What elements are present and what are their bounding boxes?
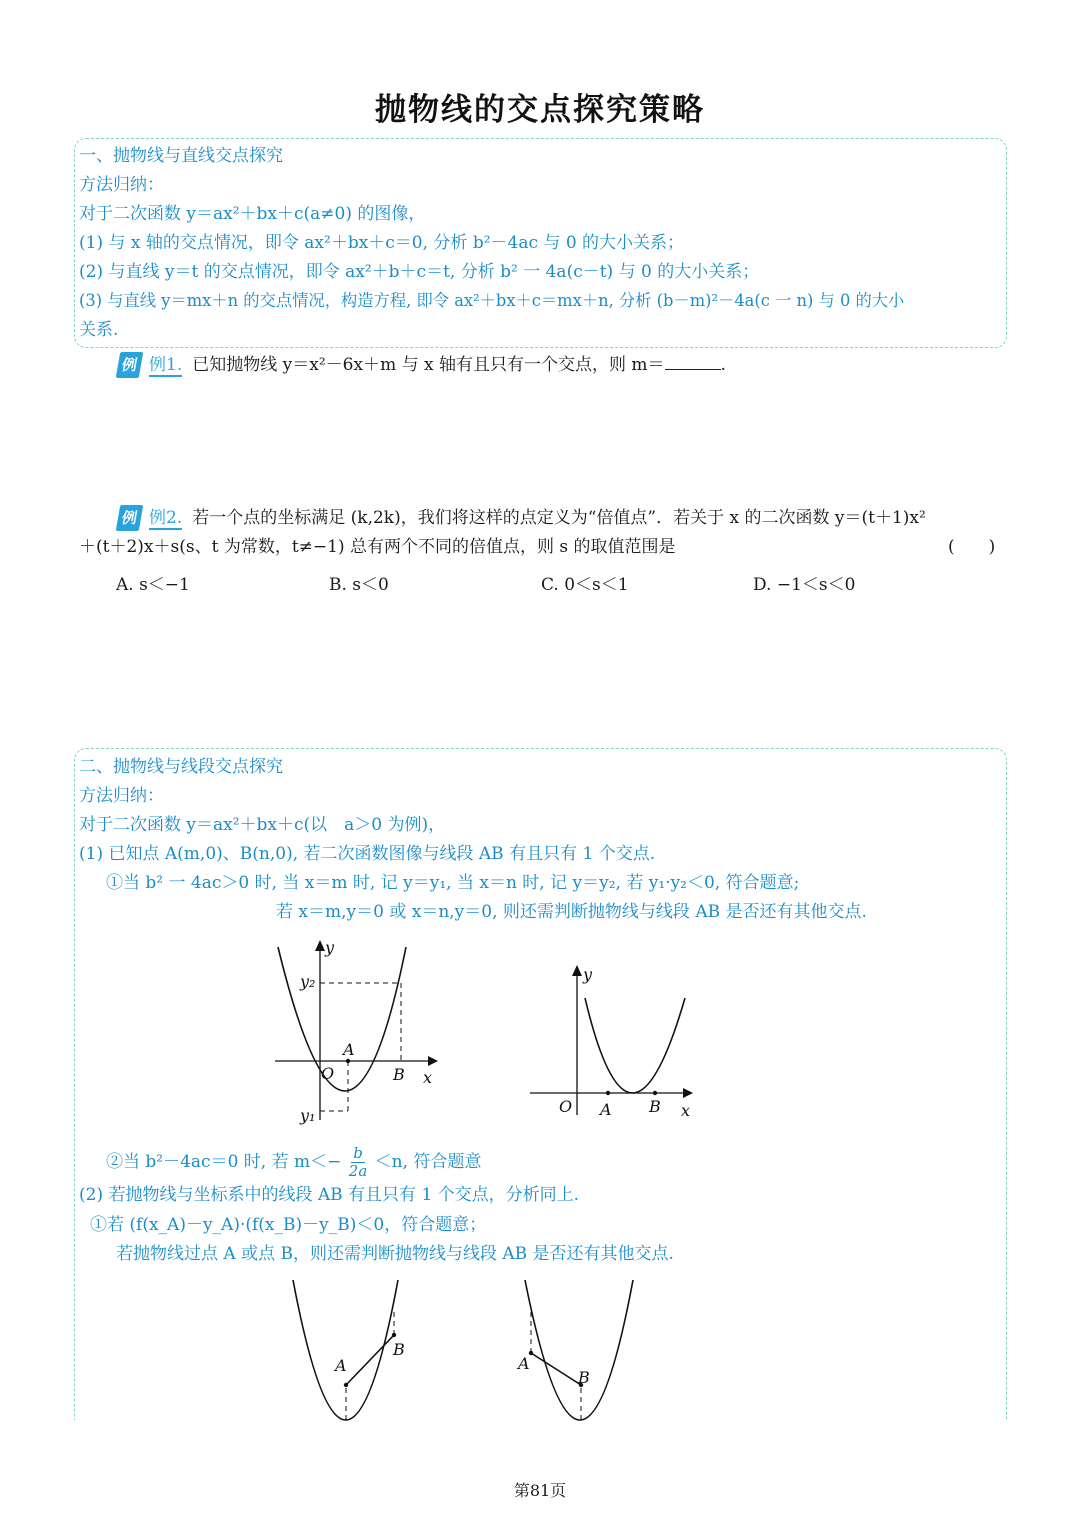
example2-text-line2: ＋(t＋2)x＋s(s、t 为常数，t≠−1) 总有两个不同的倍值点，则 s 的取值范围是 xyxy=(79,537,676,557)
section2-sub2 xyxy=(106,1145,481,1180)
section1-item1: (1) 与 x 轴的交点情况，即令 ax²＋bx＋c＝0, 分析 b²－4ac 与 0 的大小关系； xyxy=(79,233,685,253)
option-b[interactable]: B. s＜0 xyxy=(329,575,389,595)
example1-text: 已知抛物线 y＝x²－6x＋m 与 x 轴有且只有一个交点，则 m＝ xyxy=(192,355,665,375)
section2-method: 方法归纳： xyxy=(79,786,164,806)
graph4-parabola xyxy=(525,1280,633,1420)
graph1-label-a: A xyxy=(343,1040,355,1059)
section2-sub1b: 若 x＝m,y＝0 或 x＝n,y＝0, 则还需判断抛物线与线段 AB 是否还有其他交点. xyxy=(276,902,867,922)
graph1 xyxy=(270,935,445,1125)
graph3-label-a: A xyxy=(335,1356,347,1375)
graph3-segment-ab xyxy=(346,1335,394,1385)
section2-intro: 对于二次函数 y＝ax²＋bx＋c(以 a＞0 为例)， xyxy=(79,815,446,835)
graph3-label-b: B xyxy=(393,1340,405,1359)
graph1-label-y2: y₂ xyxy=(300,972,316,991)
graph4 xyxy=(515,1275,655,1420)
option-d[interactable]: D. −1＜s＜0 xyxy=(753,575,856,595)
graph2-point-a xyxy=(606,1091,610,1095)
example1-end: . xyxy=(720,355,726,375)
example2-answer-paren[interactable]: ( ) xyxy=(948,537,996,557)
section1-intro: 对于二次函数 y＝ax²＋bx＋c(a≠0) 的图像， xyxy=(79,204,426,224)
section2-sub2-pre: ②当 b²－4ac＝0 时, 若 m＜− xyxy=(106,1152,342,1172)
graph1-label-y: y xyxy=(325,938,335,957)
graph1-label-o: O xyxy=(321,1064,335,1083)
example1 xyxy=(118,352,726,378)
graph2-label-y: y xyxy=(583,965,593,984)
graph2-x-arrow-icon xyxy=(683,1088,693,1098)
example2-line1 xyxy=(118,505,926,531)
example1-badge: 例 xyxy=(116,352,144,378)
graph1-label-y1: y₁ xyxy=(300,1106,316,1125)
page-number: 第81页 xyxy=(513,1481,567,1500)
example1-label: 例1. xyxy=(149,355,183,375)
section1-heading: 一、抛物线与直线交点探究 xyxy=(79,146,283,166)
section1-method: 方法归纳： xyxy=(79,175,164,195)
graph3 xyxy=(285,1275,425,1420)
graph2-label-a: A xyxy=(600,1100,612,1119)
graph4-segment-ab xyxy=(531,1353,581,1385)
section2-sub3: ①若 (f(x_A)－y_A)·(f(x_B)－y_B)＜0，符合题意； xyxy=(90,1215,487,1235)
graph2 xyxy=(525,960,700,1120)
fraction-denominator: 2a xyxy=(348,1162,368,1180)
section1-item3: (3) 与直线 y＝mx＋n 的交点情况，构造方程, 即令 ax²＋bx＋c＝mx＋n, 分析 (b－m)²－4a(c 一 n) 与 0 的大小 xyxy=(79,291,905,310)
fraction-b-over-2a xyxy=(349,1145,368,1180)
section1-item3-cont: 关系. xyxy=(79,320,119,340)
graph2-label-x: x xyxy=(681,1101,691,1120)
graph1-x-arrow-icon xyxy=(428,1056,438,1066)
graph1-y-arrow-icon xyxy=(315,940,325,951)
graph4-label-b: B xyxy=(578,1368,590,1387)
graph2-parabola xyxy=(585,998,685,1093)
section2-item1: (1) 已知点 A(m,0)、B(n,0), 若二次函数图像与线段 AB 有且只有 1 个交点. xyxy=(79,844,656,864)
example2-text-line1: 若一个点的坐标满足 (k,2k)，我们将这样的点定义为“倍值点”．若关于 x 的二次函数 y＝(t＋1)x² xyxy=(192,508,926,528)
graph3-point-a xyxy=(344,1383,348,1387)
section1-item2: (2) 与直线 y＝t 的交点情况，即令 ax²＋b＋c＝t, 分析 b² 一 4a(c－t) 与 0 的大小关系； xyxy=(79,262,760,282)
graph3-point-b xyxy=(392,1333,396,1337)
graph2-label-b: B xyxy=(649,1097,661,1116)
section2-sub2-post: ＜n, 符合题意 xyxy=(374,1152,482,1172)
example1-answer-blank[interactable] xyxy=(665,353,721,370)
section2-heading: 二、抛物线与线段交点探究 xyxy=(79,757,283,777)
fraction-numerator: b xyxy=(353,1144,363,1162)
graph2-label-o: O xyxy=(559,1097,573,1116)
graph1-parabola xyxy=(278,947,406,1091)
graph4-label-a: A xyxy=(518,1354,530,1373)
graph2-point-b xyxy=(653,1091,657,1095)
graph1-point-a xyxy=(346,1059,350,1063)
section2-item2: (2) 若抛物线与坐标系中的线段 AB 有且只有 1 个交点，分析同上. xyxy=(79,1185,580,1205)
option-c[interactable]: C. 0＜s＜1 xyxy=(541,575,629,595)
page-title: 抛物线的交点探究策略 xyxy=(375,92,705,128)
section2-sub1: ①当 b² 一 4ac＞0 时, 当 x＝m 时, 记 y＝y₁, 当 x＝n 时, 记 y＝y₂, 若 y₁·y₂＜0, 符合题意; xyxy=(106,873,800,893)
graph2-y-arrow-icon xyxy=(572,965,582,976)
example2-label: 例2. xyxy=(149,508,183,528)
section2-sub3b: 若抛物线过点 A 或点 B，则还需判断抛物线与线段 AB 是否还有其他交点. xyxy=(116,1244,674,1264)
option-a[interactable]: A. s＜−1 xyxy=(116,575,190,595)
graph1-label-x: x xyxy=(423,1068,433,1087)
graph1-label-b: B xyxy=(393,1065,405,1084)
example2-badge: 例 xyxy=(116,505,144,531)
